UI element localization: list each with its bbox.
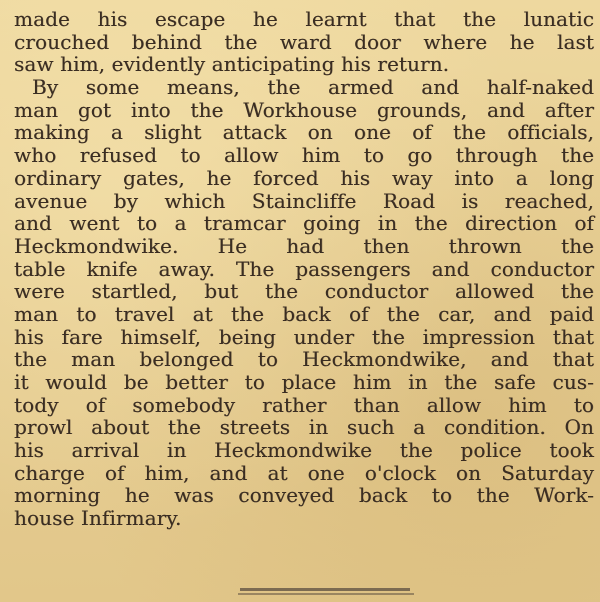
article-line: tody of somebody rather than allow him to [14,392,594,417]
article-line: man to travel at the back of the car, and paid [14,301,594,326]
article-line: table knife away. The passengers and conductor [14,256,594,281]
article-line: were startled, but the conductor allowed the [14,279,594,304]
article-line-last: house Infirmary. [14,506,182,531]
article-line: man got into the Workhouse grounds, and after [14,97,594,122]
article-line: his arrival in Heckmondwike the police took [14,438,594,463]
article-line: and went to a tramcar going in the direction of [14,211,594,236]
article-line: prowl about the streets in such a condition. On [14,415,594,440]
article-line: the man belonged to Heckmondwike, and that [14,347,594,372]
article-line: making a slight attack on one of the officials, [14,120,594,145]
article-line: saw him, evidently anticipating his return. [14,52,450,77]
article-line: charge of him, and at one o'clock on Saturday [14,460,594,485]
article-line: avenue by which Staincliffe Road is reached, [14,188,594,213]
article-line: crouched behind the ward door where he last [14,29,594,54]
section-divider-rule-lower [238,593,414,595]
article-line: morning he was conveyed back to the Work- [14,483,594,508]
article-line: Heckmondwike. He had then thrown the [14,233,594,258]
article-column [14,8,594,530]
paragraph-start-line: By some means, the armed and half-naked [32,75,594,100]
article-line: his fare himself, being under the impression that [14,324,594,349]
article-line: it would be better to place him in the safe cus- [14,370,594,394]
article-line: ordinary gates, he forced his way into a long [14,165,594,190]
section-divider-rule [240,588,410,591]
article-line: who refused to allow him to go through the [14,143,594,168]
article-line: made his escape he learnt that the lunatic [14,7,594,31]
